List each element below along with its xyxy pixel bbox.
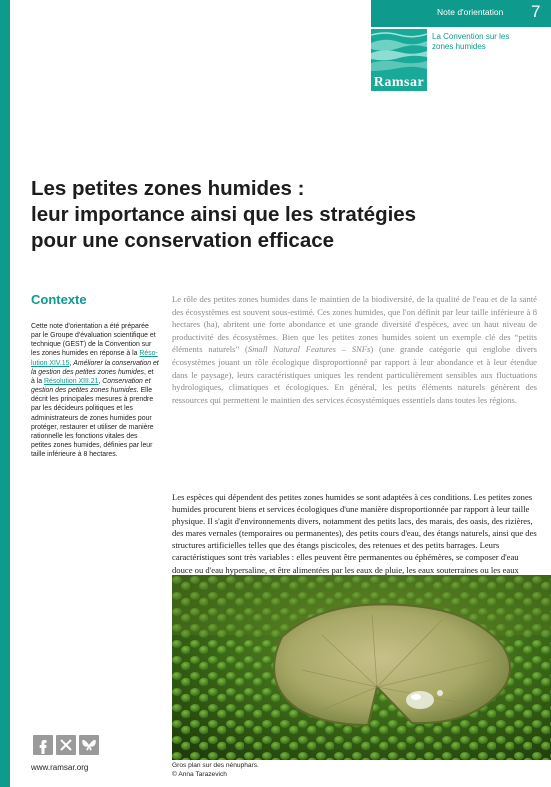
photo-caption <box>172 762 259 779</box>
context-heading: Contexte <box>31 292 87 307</box>
website-link[interactable]: www.ramsar.org <box>31 763 89 772</box>
convention-line-2: zones humides <box>432 42 486 51</box>
body-paragraph: Les espèces qui dépendent des petites zones humides se sont adaptées à ces conditions. Les petites zones humides procurent biens et services écologiques d'une manière disproportionnée par rapport à leur taille physique. Il s'agit d'environnements divers, notamment des petits lacs, des marais, des oasis, des rizières, des mares vernales (temporaires ou permanentes), des petits cours d'eau, des étangs naturels, ainsi que des structures artificielles telles que des étangs piscicoles, des retenues et des petits barrages. Leurs caractéristiques sont très variables : elles peuvent être permanentes ou éphémères, se composer d'eau douce ou d'eau hypersaline, et être alimentées par les eaux de pluie, les eaux souterraines ou les eaux <box>172 492 537 575</box>
logo-waves <box>371 29 427 73</box>
resolution-xiv15-link[interactable]: Résolution XIV.15 <box>31 350 158 367</box>
note-number: 7 <box>531 2 541 21</box>
x-icon[interactable] <box>56 735 76 755</box>
title-line-2: leur importance ainsi que les stratégies <box>31 203 417 226</box>
left-accent-bar <box>0 0 10 787</box>
convention-line-1: La Convention sur les <box>432 32 510 41</box>
title-line-3: pour une conservation efficace <box>31 229 335 252</box>
facebook-icon[interactable] <box>33 735 53 755</box>
intro-paragraph: Le rôle des petites zones humides dans le maintien de la biodiversité, de la qualité de l'eau et de la santé des écosystèmes est souvent sous-estimé. Ces zones humides, que l'on définit par leur taille inférieure à 8 hectares (ha), abritent une forte abondance et une grande diversité d'espèces, avec un haut niveau de productivité des écosystèmes. Bien que les petites zones humides soient un exemple clé des “petits éléments naturels” (Small Natural Features – SNFs) (une grande catégorie qui englobe divers écosystèmes jouant un rôle écologique disproportionné par rapport à leur abondance et à leur étendue dans le paysage), leurs caractéristiques uniques les rendent particulièrement sensibles aux fluctuations hydrologiques, climatiques et écologiques. En général, les petits éléments naturels génèrent des ressources qui permettent le maintien des services écosystémiques essentiels dans toutes les régions. <box>172 294 537 405</box>
note-label: Note d'orientation <box>437 7 504 17</box>
caption-line-1: Gros plan sur des nénuphars. <box>172 762 259 769</box>
resolution-xiii21-link[interactable]: Résolution XIII.21 <box>44 377 99 385</box>
logo-wordmark: Ramsar <box>373 75 425 90</box>
title-line-1: Les petites zones humides : <box>31 177 305 200</box>
convention-name <box>432 32 542 52</box>
ramsar-logo <box>371 29 427 91</box>
page-title <box>31 176 531 254</box>
context-body: Cette note d'orientation a été préparée par le Groupe d'évaluation scientifique et technique (GEST) de la Convention sur les zones humides en réponse à la Résolution XIV.15, Améliorer la conservation et la gestion des petites zones humides, et à la Résolution XIII.21, Conservation et gestion des petites zones humides. Elle décrit les principales mesures à prendre par les décideurs politiques et les administrateurs de zones humides pour protéger, restaurer et utiliser de manière rationnelle les fonctions vitales des petites zones humides, définies par leur taille inférieure à 8 hectares. <box>31 323 159 459</box>
caption-credit: © Anna Tarazevich <box>172 770 227 778</box>
water-lily-photo <box>172 575 551 760</box>
bluesky-icon[interactable] <box>79 735 99 755</box>
social-links <box>33 735 99 757</box>
